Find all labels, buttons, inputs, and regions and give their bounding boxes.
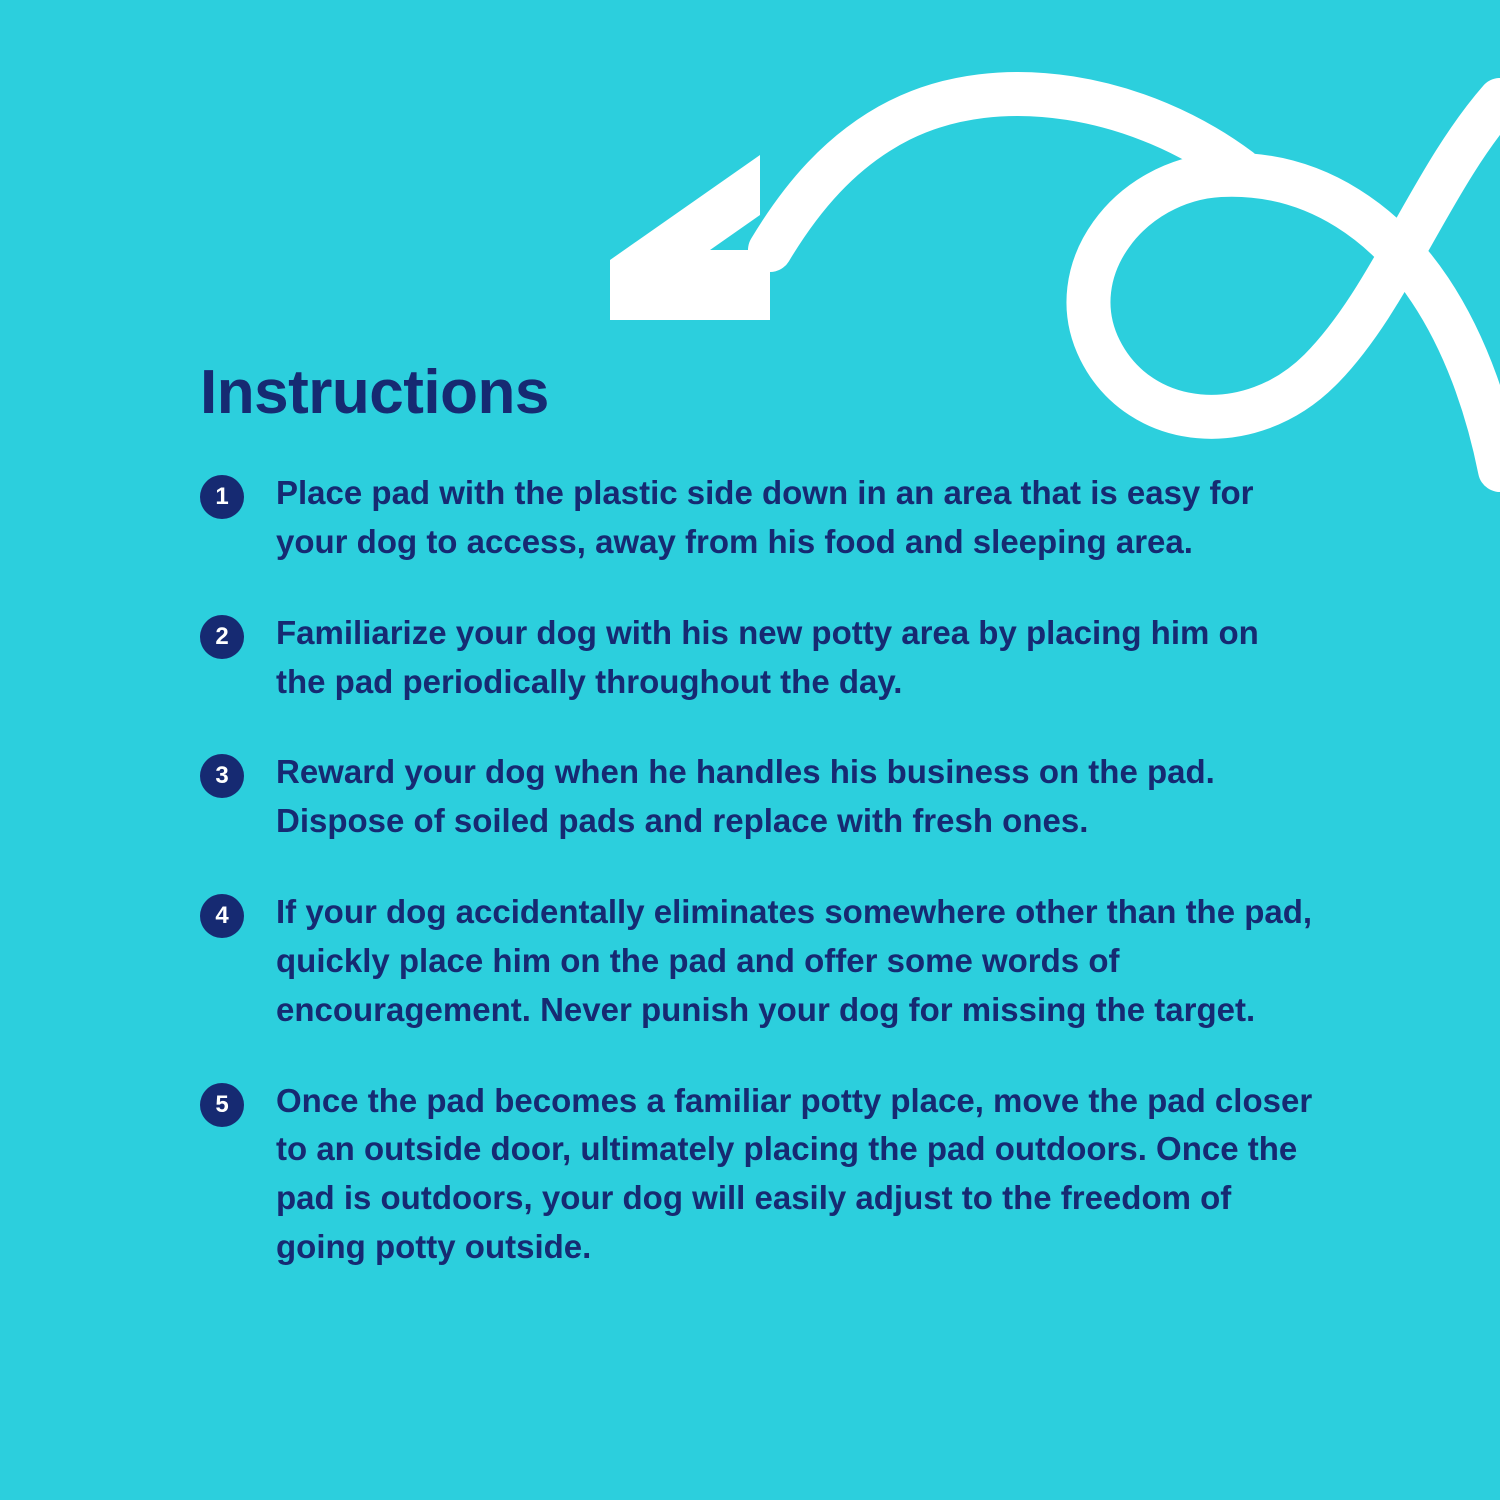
list-item bbox=[200, 469, 1330, 567]
page-title: Instructions bbox=[200, 358, 549, 427]
list-item bbox=[200, 609, 1330, 707]
step-text: Reward your dog when he handles his business on the pad. Dispose of soiled pads and replace with fresh ones. bbox=[276, 753, 1215, 840]
list-item bbox=[200, 888, 1330, 1034]
list-item bbox=[200, 1077, 1330, 1272]
step-text: Familiarize your dog with his new potty area by placing him on the pad periodically throughout the day. bbox=[276, 613, 1259, 700]
step-number-badge: 2 bbox=[200, 615, 244, 659]
step-text: If your dog accidentally eliminates somewhere other than the pad, quickly place him on the pad and offer some words of encouragement. Never punish your dog for missing the target. bbox=[276, 893, 1313, 1028]
step-number-badge: 4 bbox=[200, 894, 244, 938]
step-number-badge: 1 bbox=[200, 475, 244, 519]
step-text: Place pad with the plastic side down in an area that is easy for your dog to access, away from his food and sleeping area. bbox=[276, 474, 1254, 560]
instructions-content bbox=[200, 360, 1330, 1272]
step-number-badge: 5 bbox=[200, 1083, 244, 1127]
steps-list bbox=[200, 469, 1330, 1272]
list-item bbox=[200, 748, 1330, 846]
step-number-badge: 3 bbox=[200, 754, 244, 798]
step-text: Once the pad becomes a familiar potty place, move the pad closer to an outside door, ultimately placing the pad outdoors. Once the pad is outdoors, your dog will easily adjust to the freedom of going potty outside. bbox=[276, 1081, 1313, 1266]
